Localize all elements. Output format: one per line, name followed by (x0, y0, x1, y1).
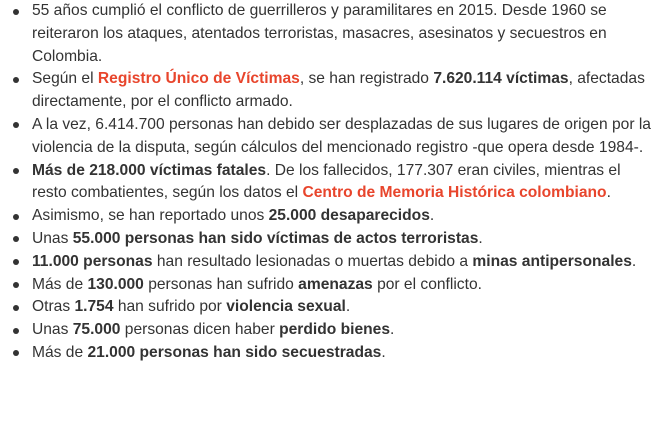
item-text: Más de (32, 275, 88, 293)
list-item-threats (0, 274, 651, 297)
item-text: , se han registrado (299, 70, 434, 88)
disappeared-count: 25.000 desaparecidos (268, 207, 430, 225)
victims-count: 7.620.114 víctimas (433, 70, 569, 88)
list-item-lost-property (0, 319, 651, 342)
list-item-sexual-violence (0, 296, 651, 319)
terrorism-victims-count: 55.000 personas han sido víctimas de actos terroristas (72, 229, 479, 247)
item-text: han resultado lesionadas o muertas debido a (152, 252, 473, 270)
item-text: . (429, 207, 435, 225)
injured-count: 11.000 personas (32, 252, 153, 270)
item-text: personas han sufrido (143, 275, 299, 293)
item-text: Unas (32, 229, 73, 247)
landmines-term: minas antipersonales (472, 252, 632, 270)
sexual-violence-count: 1.754 (74, 298, 114, 316)
item-text: , afectadas directamente, por el conflicto armado. (32, 70, 645, 111)
list-item-fatal-victims (0, 160, 651, 206)
threats-count: 130.000 (87, 275, 144, 293)
list-item-kidnapped (0, 342, 651, 365)
registro-unico-victimas-link[interactable]: Registro Único de Víctimas (97, 70, 300, 88)
item-text: Asimismo, se han reportado unos (32, 207, 269, 225)
kidnapped-count: 21.000 personas han sido secuestradas (87, 343, 382, 361)
list-item-landmines (0, 251, 651, 274)
lost-property-count: 75.000 (72, 321, 121, 339)
item-text: Más de (32, 343, 88, 361)
sexual-violence-term: violencia sexual (226, 298, 346, 316)
item-text: . (345, 298, 351, 316)
item-text: . De los fallecidos, 177.307 eran civiles, mientras el resto combatientes, según los datos el (32, 161, 621, 202)
item-text: Unas (32, 321, 73, 339)
item-text: Según el (32, 70, 98, 88)
list-item-conflict-duration (0, 0, 651, 68)
list-item-disappeared (0, 205, 651, 228)
item-text: personas dicen haber (120, 321, 280, 339)
item-text: han sufrido por (113, 298, 227, 316)
lost-property-term: perdido bienes (279, 321, 391, 339)
list-item-terrorism-victims (0, 228, 651, 251)
fatal-victims-count: Más de 218.000 víctimas fatales (32, 161, 267, 179)
item-text: . (390, 321, 395, 339)
item-text: 55 años cumplió el conflicto de guerrilleros y paramilitares en 2015. Desde 1960 se reiteraron los ataques, atentados terroristas, masacres, asesinatos y secuestros en Colombia. (32, 2, 607, 65)
item-text: . (606, 184, 611, 202)
item-text: Otras (32, 298, 75, 316)
item-text: . (631, 252, 637, 270)
list-item-displaced (0, 114, 651, 160)
list-item-registered-victims (0, 68, 651, 114)
centro-memoria-historica-link[interactable]: Centro de Memoria Histórica colombiano (302, 184, 607, 202)
item-text: . (478, 229, 483, 247)
item-text: . (381, 343, 386, 361)
item-text: por el conflicto. (372, 275, 482, 293)
threats-term: amenazas (298, 275, 373, 293)
item-text: A la vez, 6.414.700 personas han debido ser desplazadas de sus lugares de origen por la violencia de la disputa, según cálculos del mencionado registro -que opera desde 1984-. (32, 115, 651, 156)
